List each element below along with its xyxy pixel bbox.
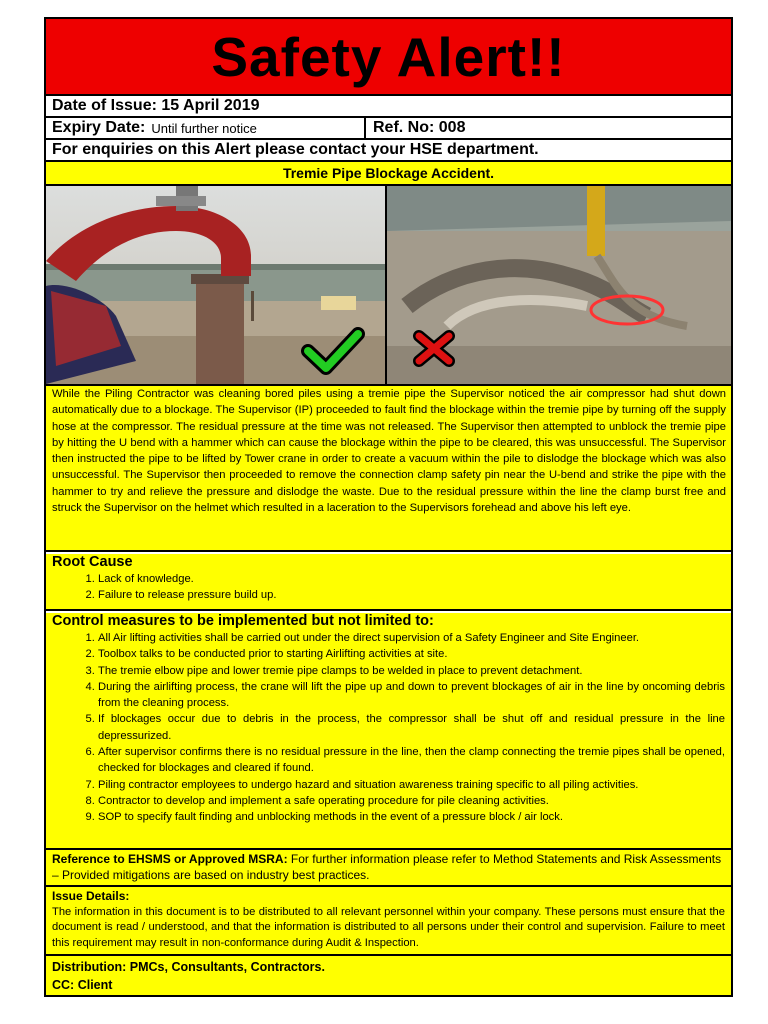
expiry-value: Until further notice [151, 120, 257, 136]
incident-title-row [46, 162, 731, 186]
page-title: Safety Alert!! [211, 25, 566, 88]
control-measures-heading: Control measures to be implemented but not limited to: [52, 613, 434, 629]
issue-details-heading: Issue Details: [52, 889, 130, 903]
list-item: 2. Toolbox talks to be conducted prior to starting Airlifting activities at site. [98, 646, 731, 662]
distribution-section [46, 956, 731, 995]
list-item: 5. If blockages occur due to debris in the process, the compressor shall be shut off and residual pressure in the line depressurized. [98, 711, 731, 744]
ref-cell [366, 119, 465, 137]
enquiries-row [46, 140, 731, 162]
reference-label: Reference to EHSMS or Approved MSRA: [52, 852, 288, 866]
control-measures-section [46, 613, 731, 850]
enquiries-text: For enquiries on this Alert please contact your HSE department. [52, 141, 539, 158]
distribution-text: Distribution: PMCs, Consultants, Contractors. [52, 960, 325, 974]
list-item: 8. Contractor to develop and implement a safe operating procedure for pile cleaning activities. [98, 793, 731, 809]
expiry-label: Expiry Date: [52, 119, 146, 136]
issue-details-text: The information in this document is to be distributed to all relevant personnel within your company. These persons must ensure that the document is read / understood, and that the information is distributed to all persons under their control and supervision. Failure to meet this requirement may result in non-conformance during Audit & Inspection. [52, 905, 725, 949]
incorrect-photo-image [387, 186, 731, 384]
list-item: 6. After supervisor confirms there is no residual pressure in the line, then the clamp connecting the tremie pipes shall be opened, checked for blockages and cleared if found. [98, 744, 731, 777]
ref-number: Ref. No: 008 [373, 119, 466, 136]
issue-date: Date of Issue: 15 April 2019 [52, 97, 260, 114]
root-cause-heading: Root Cause [52, 554, 133, 570]
incident-title: Tremie Pipe Blockage Accident. [282, 165, 495, 181]
correct-photo-image [46, 186, 387, 384]
correct-photo [46, 186, 387, 384]
incorrect-photo [387, 186, 731, 384]
reference-text: For further information please refer to Method Statements and Risk Assessments – Provided mitigations are based on industry best practices. [52, 852, 722, 882]
expiry-ref-row [46, 118, 731, 140]
incident-description: While the Piling Contractor was cleaning bored piles using a tremie pipe the Supervisor noticed the air compressor had shut down automatically due to a blockage. The Supervisor (IP) proceeded to fault find the blockage within the tremie pipe by turning off the supply hose at the compressor. The residual pressure at the time was not released. The Supervisor then attempted to unblock the tremie pipe by hitting the U bend with a hammer which can cause the blockage within the pipe to be cleared, this was unsuccessful. The Supervisor then instructed the pipe to be lifted by Tower crane in order to create a vacuum within the pile to dislodge the blockage which was also unsuccessful. The Supervisor then proceeded to remove the connection clamp safety pin near the U-bend and strike the pipe with the hammer to try and relieve the pressure and dislodge the waste. Due to the residual pressure within the line the clamp burst free and struck the Supervisor on the helmet which resulted in a laceration to the Supervisors forehead and above his left eye. [46, 386, 731, 552]
root-cause-list [46, 571, 731, 604]
list-item: 1. Lack of knowledge. [98, 571, 731, 587]
list-item: 7. Piling contractor employees to undergo hazard and situation awareness training specific to all piling activities. [98, 777, 731, 793]
issue-details-section [46, 887, 731, 956]
reference-section [46, 850, 731, 887]
list-item: 9. SOP to specify fault finding and unblocking methods in the event of a pressure block / air lock. [98, 809, 731, 825]
safety-alert-document [44, 17, 733, 997]
cc-text: CC: Client [52, 978, 113, 992]
photo-row [46, 186, 731, 386]
list-item: 2. Failure to release pressure build up. [98, 587, 731, 603]
list-item: 3. The tremie elbow pipe and lower tremie pipe clamps to be welded in place to prevent detachment. [98, 663, 731, 679]
list-item: 4. During the airlifting process, the crane will lift the pipe up and down to prevent blockages of air in the line by oncoming debris from the cleaning process. [98, 679, 731, 712]
list-item: 1. All Air lifting activities shall be carried out under the direct supervision of a Safety Engineer and Site Engineer. [98, 630, 731, 646]
expiry-cell [46, 118, 366, 138]
control-measures-list [46, 630, 731, 826]
issue-date-row [46, 96, 731, 118]
root-cause-section [46, 554, 731, 611]
title-banner [46, 19, 731, 96]
